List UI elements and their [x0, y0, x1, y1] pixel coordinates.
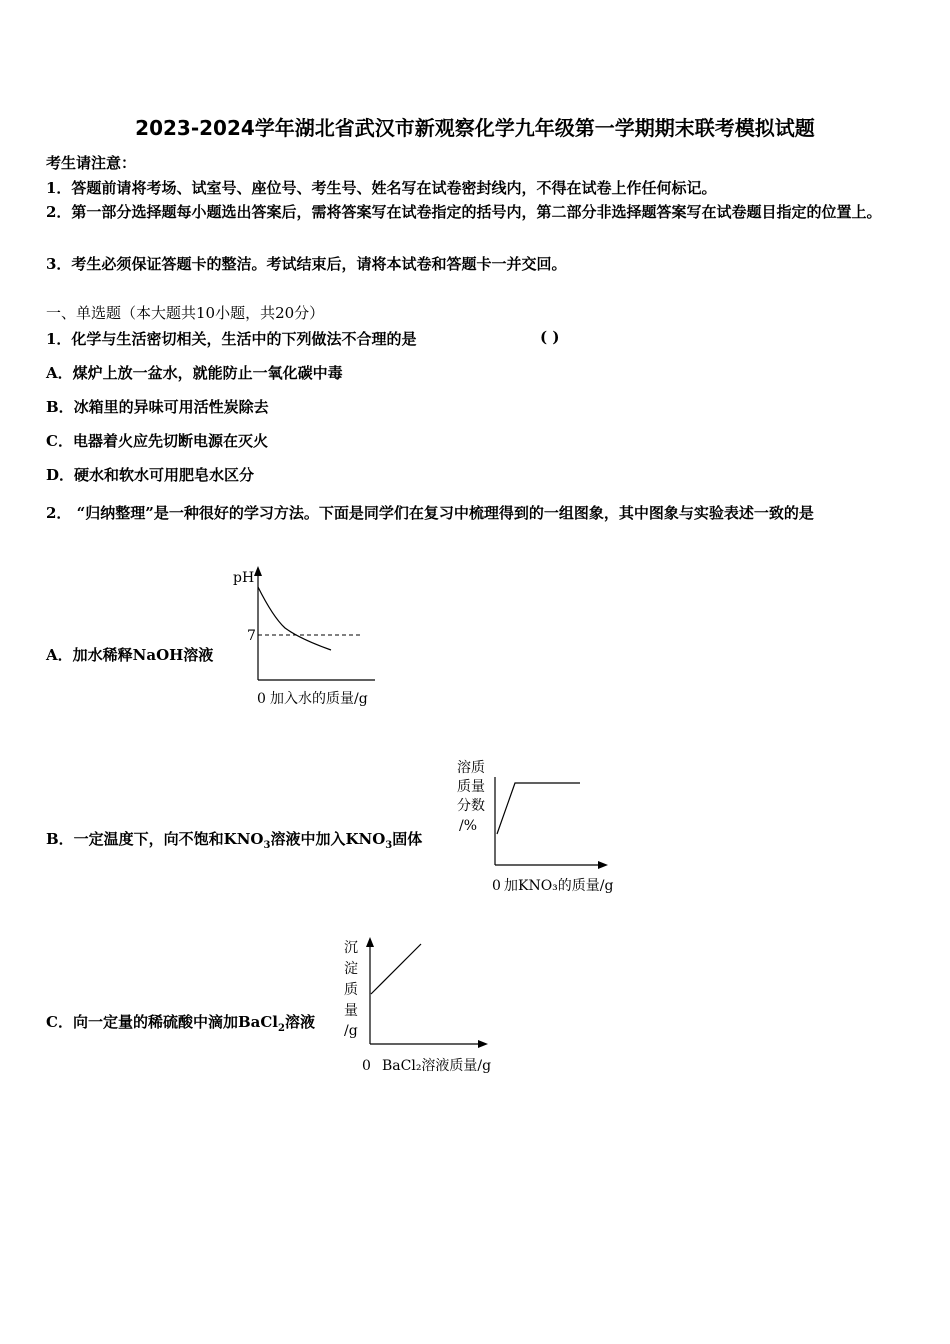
q2-option-c-label [46, 1011, 315, 1034]
q2-option-c-graph [340, 932, 515, 1082]
q2-option-b-label [46, 828, 422, 851]
notice-item-2: 2．第一部分选择题每小题选出答案后，需将答案写在试卷指定的括号内，第二部分非选择题答案写在试卷题目指定的位置上。 [46, 203, 882, 221]
q1-answer-paren: ( ) [540, 328, 560, 346]
graph-a-ylabel: pH [233, 570, 255, 586]
q1-option-d: D．硬水和软水可用肥皂水区分 [46, 466, 255, 484]
q2-option-b-sub1: 3 [263, 840, 271, 851]
q1-option-b: B．冰箱里的异味可用活性炭除去 [46, 398, 269, 416]
q2-stem: 2． “归纳整理”是一种很好的学习方法。下面是同学们在复习中梳理得到的一组图象，其中图象与实验表述一致的是 [46, 504, 814, 522]
graph-a-xlabel: 加入水的质量/g [270, 691, 368, 707]
q2-option-c-suffix: 溶液 [284, 1013, 315, 1031]
q1-stem: 1．化学与生活密切相关，生活中的下列做法不合理的是 [46, 330, 417, 348]
graph-c-origin: 0 [362, 1058, 371, 1074]
page-title: 2023-2024学年湖北省武汉市新观察化学九年级第一学期期末联考模拟试题 [135, 116, 815, 140]
notice-heading: 考生请注意： [46, 154, 137, 172]
graph-b-xlabel: 加KNO₃的质量/g [504, 878, 614, 894]
notice-item-1: 1．答题前请将考场、试室号、座位号、考生号、姓名写在试卷密封线内，不得在试卷上作任何标记。 [46, 179, 717, 197]
q2-option-c-sub: 2 [277, 1023, 285, 1034]
graph-c-ylabel-4: 量 [344, 1003, 358, 1019]
q2-option-b-graph [455, 752, 635, 897]
graph-b-ylabel-3: 分数 [457, 798, 485, 814]
q2-option-b-prefix: B．一定温度下，向不饱和KNO [46, 830, 264, 848]
graph-c-ylabel-2: 淀 [344, 961, 358, 977]
graph-c-ylabel-5: /g [344, 1023, 358, 1039]
graph-b-ylabel-2: 质量 [457, 779, 485, 795]
graph-a-ref-value: 7 [247, 628, 256, 644]
q2-option-a-label: A．加水稀释NaOH溶液 [46, 646, 214, 664]
notice-item-3: 3．考生必须保证答题卡的整洁。考试结束后，请将本试卷和答题卡一并交回。 [46, 255, 567, 273]
graph-b-ylabel-4: /% [459, 818, 478, 834]
graph-c-xlabel: BaCl₂溶液质量/g [382, 1058, 492, 1074]
q2-option-c-prefix: C．向一定量的稀硫酸中滴加BaCl [46, 1013, 278, 1031]
q1-option-c: C．电器着火应先切断电源在灭火 [46, 432, 268, 450]
graph-c-ylabel-1: 沉 [344, 940, 358, 956]
graph-b-ylabel-1: 溶质 [457, 760, 485, 776]
q1-option-a: A．煤炉上放一盆水，就能防止一氧化碳中毒 [46, 364, 343, 382]
q2-option-b-sub2: 3 [385, 840, 393, 851]
q2-option-a-graph [225, 562, 395, 712]
section-heading: 一、单选题（本大题共10小题，共20分） [46, 304, 325, 322]
q2-option-b-mid: 溶液中加入KNO [270, 830, 386, 848]
graph-a-origin: 0 [257, 691, 266, 707]
graph-b-origin: 0 [492, 878, 501, 894]
q2-option-b-suffix: 固体 [392, 830, 423, 848]
graph-c-ylabel-3: 质 [344, 982, 358, 998]
